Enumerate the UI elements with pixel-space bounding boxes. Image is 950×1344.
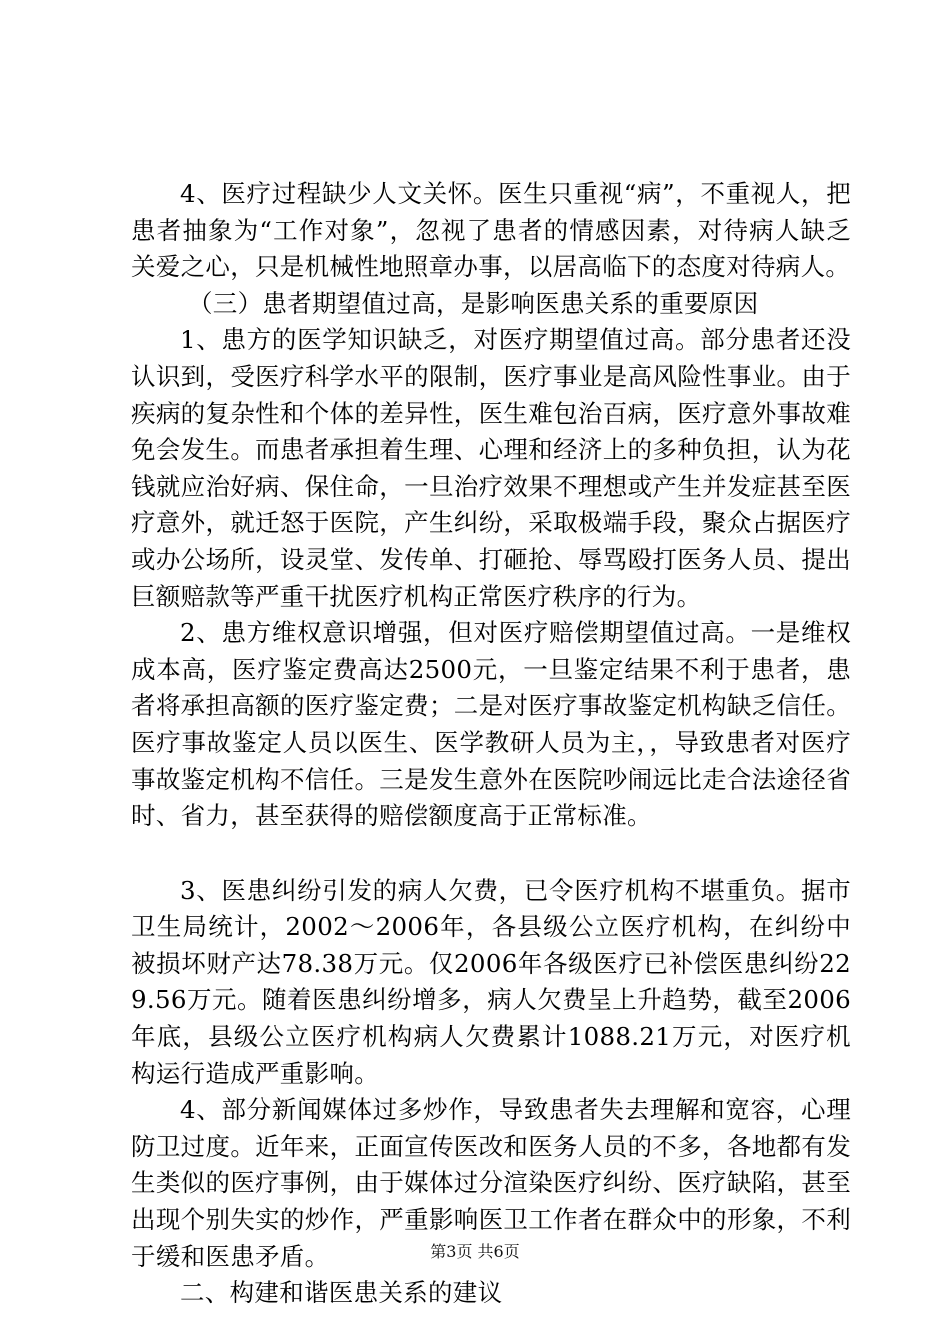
section-heading-suggestions: 二、构建和谐医患关系的建议: [180, 1278, 503, 1308]
paragraph-rights-awareness: 2、患方维权意识增强，但对医疗赔偿期望值过高。一是维权成本高，医疗鉴定费高达2500元，一旦鉴定结果不利于患者，患者将承担高额的医疗鉴定费；二是对医疗事故鉴定机构缺乏信任。医疗事故鉴定人员以医生、医学教研人员为主，，导致患者对医疗事故鉴定机构不信任。三是发生意外在医院吵闹远比走合法途径省时、省力，甚至获得的赔偿额度高于正常标准。: [131, 618, 851, 831]
document-body: [131, 176, 851, 1312]
paragraph-medical-knowledge-lacking: 1、患方的医学知识缺乏，对医疗期望值过高。部分患者还没认识到，受医疗科学水平的限制，医疗事业是高风险性事业。由于疾病的复杂性和个体的差异性，医生难包治百病，医疗意外事故难免会发生。而患者承担着生理、心理和经济上的多种负担，认为花钱就应治好病、保住命，一旦治疗效果不理想或产生并发症甚至医疗意外，就迁怒于医院，产生纠纷，采取极端手段，聚众占据医疗或办公场所，设灵堂、发传单、打砸抢、辱骂殴打医务人员、提出巨额赔款等严重干扰医疗机构正常医疗秩序的行为。: [131, 325, 851, 611]
paragraph-media-hype: 4、部分新闻媒体过多炒作，导致患者失去理解和宽容，心理防卫过度。近年来，正面宣传医改和医务人员的不多，各地都有发生类似的医疗事例，由于媒体过分渲染医疗纠纷、医疗缺陷，甚至出现个别失实的炒作，严重影响医卫工作者在群众中的形象，不利于缓和医患矛盾。: [131, 1095, 851, 1271]
paragraph-medical-process-humanistic-care: 4、医疗过程缺少人文关怀。医生只重视“病”，不重视人，把患者抽象为“工作对象”，忽视了患者的情感因素，对待病人缺乏关爱之心，只是机械性地照章办事，以居高临下的态度对待病人。: [131, 179, 851, 282]
page-number-footer: 第3页 共6页: [430, 1242, 520, 1261]
paragraph-spacer: [131, 835, 851, 873]
paragraph-patient-arrears: 3、医患纠纷引发的病人欠费，已令医疗机构不堪重负。据市卫生局统计，2002～2006年，各县级公立医疗机构，在纠纷中被损坏财产达78.38万元。仅2006年各级医疗已补偿医患纠纷229.56万元。随着医患纠纷增多，病人欠费呈上升趋势，截至2006年底，县级公立医疗机构病人欠费累计1088.21万元，对医疗机构运行造成严重影响。: [131, 875, 851, 1088]
section-heading-patient-expectations: （三）患者期望值过高，是影响医患关系的重要原因: [188, 288, 759, 318]
